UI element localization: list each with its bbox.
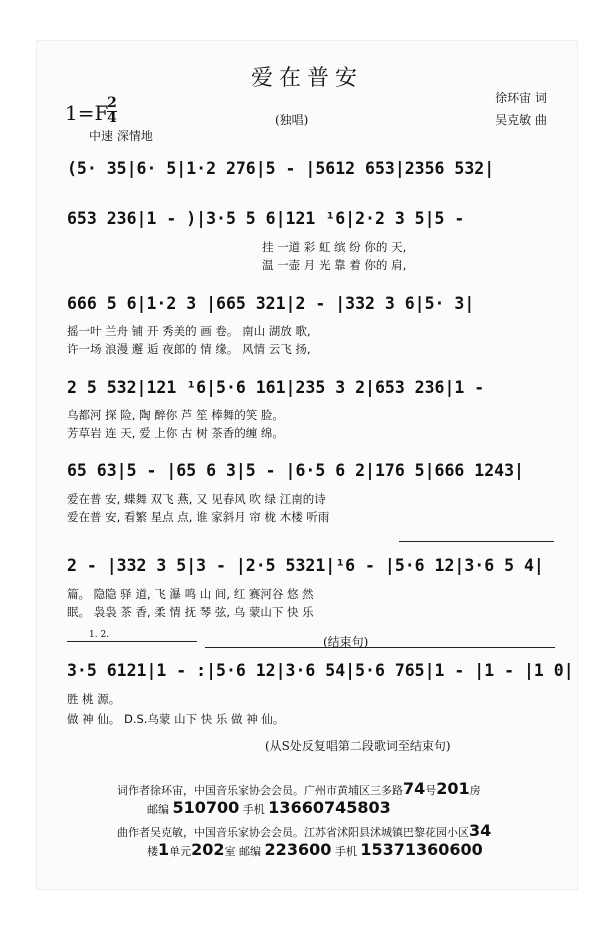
notation-system-3: 666 5 6|1·2 3 |665 321|2 - |332 3 6|5· 3| bbox=[67, 294, 475, 313]
lyricist-info bbox=[117, 779, 481, 798]
notation-system-1: (5· 35|6· 5|1·2 276|5 - |5612 653|2356 532| bbox=[67, 159, 495, 178]
lyricist-zip: 510700 bbox=[172, 798, 240, 817]
zip-label: 邮编 bbox=[239, 845, 262, 858]
notation-system-4: 2 5 532|121 ¹6|5·6 161|235 3 2|653 236|1 - bbox=[67, 378, 485, 397]
volta-bracket-top bbox=[399, 541, 554, 542]
unit-label: 单元 bbox=[169, 845, 192, 858]
lyric-line: 摇一叶 兰舟 铺 开 秀美的 画 卷。 南山 湖放 歌, bbox=[67, 324, 311, 338]
end-section-label: (结束句) bbox=[323, 635, 369, 649]
street-number: 74 bbox=[403, 779, 426, 798]
composer-info bbox=[117, 821, 491, 840]
lyric-line: 爱在普 安, 蝶舞 双飞 燕, 又 见春风 吹 绿 江南的诗 bbox=[67, 492, 326, 506]
performance-note: (独唱) bbox=[275, 113, 309, 127]
song-title: 爱在普安 bbox=[250, 66, 363, 91]
composer-phone: 15371360600 bbox=[360, 840, 483, 859]
notation-system-2: 653 236|1 - )|3·5 5 6|121 ¹6|2·2 3 5|5 - bbox=[67, 209, 465, 228]
time-signature-bottom: 4 bbox=[107, 110, 117, 126]
lyric-line: 眠。 袅袅 茶 香, 柔 情 抚 琴 弦, 乌 蒙山下 快 乐 bbox=[67, 605, 314, 619]
composer-zip: 223600 bbox=[264, 840, 332, 859]
key-signature: 1=F bbox=[65, 101, 109, 125]
zip-label: 邮编 bbox=[147, 803, 169, 816]
notation-system-7: 3·5 6121|1 - :|5·6 12|3·6 54|5·6 765|1 - |1 - |1 0| bbox=[67, 661, 574, 680]
lyricist-phone: 13660745803 bbox=[268, 798, 391, 817]
lyric-line: 挂 一道 彩 虹 缤 纷 你的 天, bbox=[262, 240, 407, 254]
hao-label: 号 bbox=[425, 784, 437, 797]
composer-room: 202 bbox=[191, 840, 225, 859]
notation-system-6: 2 - |332 3 5|3 - |2·5 5321|¹6 - |5·6 12|3·6 5 4| bbox=[67, 556, 544, 575]
lyricist-credit: 徐环宙 词 bbox=[495, 91, 547, 105]
composer-contact bbox=[147, 840, 483, 859]
lyric-line: 爱在普 安, 看繁 星点 点, 谁 家斜月 帘 栊 木楼 听雨 bbox=[67, 510, 330, 524]
volta-endings: 1. 2. bbox=[89, 630, 110, 640]
lyric-line: 胜 桃 源。 bbox=[67, 692, 121, 706]
composer-info-text: 曲作者吴克敏，中国音乐家协会会员。江苏省沭阳县沭城镇巴黎花园小区 bbox=[117, 826, 469, 839]
lyric-line: 做 神 仙。 D.S.乌蒙 山下 快 乐 做 神 仙。 bbox=[67, 712, 285, 726]
phone-label: 手机 bbox=[334, 845, 357, 858]
fang-label: 房 bbox=[469, 784, 481, 797]
notation-system-5: 65 63|5 - |65 6 3|5 - |6·5 6 2|176 5|666 1243| bbox=[67, 461, 524, 480]
lyric-line: 芳草岩 连 天, 爱 上你 古 树 茶香的缠 绵。 bbox=[67, 426, 284, 440]
lou-label: 楼 bbox=[147, 845, 158, 858]
unit-number: 1 bbox=[158, 840, 170, 859]
phone-label: 手机 bbox=[242, 803, 265, 816]
lyric-line: 乌都河 探 险, 陶 醉你 芦 笙 棒舞的笑 脸。 bbox=[67, 408, 284, 422]
lyric-line: 许一场 浪漫 邂 逅 夜郎的 情 缘。 风情 云飞 扬, bbox=[67, 342, 311, 356]
building-number: 34 bbox=[469, 821, 492, 840]
time-signature bbox=[107, 97, 117, 125]
composer-credit: 吴克敏 曲 bbox=[495, 113, 547, 127]
lyricist-contact bbox=[147, 798, 391, 817]
end-section-bracket bbox=[205, 647, 555, 648]
time-signature-top: 2 bbox=[107, 95, 117, 111]
room-number: 201 bbox=[436, 779, 470, 798]
lyric-line: 温 一壶 月 光 靠 着 你的 肩, bbox=[262, 258, 407, 272]
volta-bracket bbox=[67, 641, 197, 642]
shi-label: 室 bbox=[224, 845, 236, 858]
lyricist-info-text: 词作者徐环宙，中国音乐家协会会员。广州市黄埔区三多路 bbox=[117, 784, 403, 797]
tempo-marking: 中速 深情地 bbox=[89, 129, 153, 143]
lyric-line: 篇。 隐隐 驿 道, 飞 瀑 鸣 山 间, 红 赛河谷 悠 然 bbox=[67, 587, 314, 601]
score-page bbox=[36, 40, 578, 890]
repeat-instruction: (从S处反复唱第二段歌词至结束句) bbox=[265, 739, 451, 753]
